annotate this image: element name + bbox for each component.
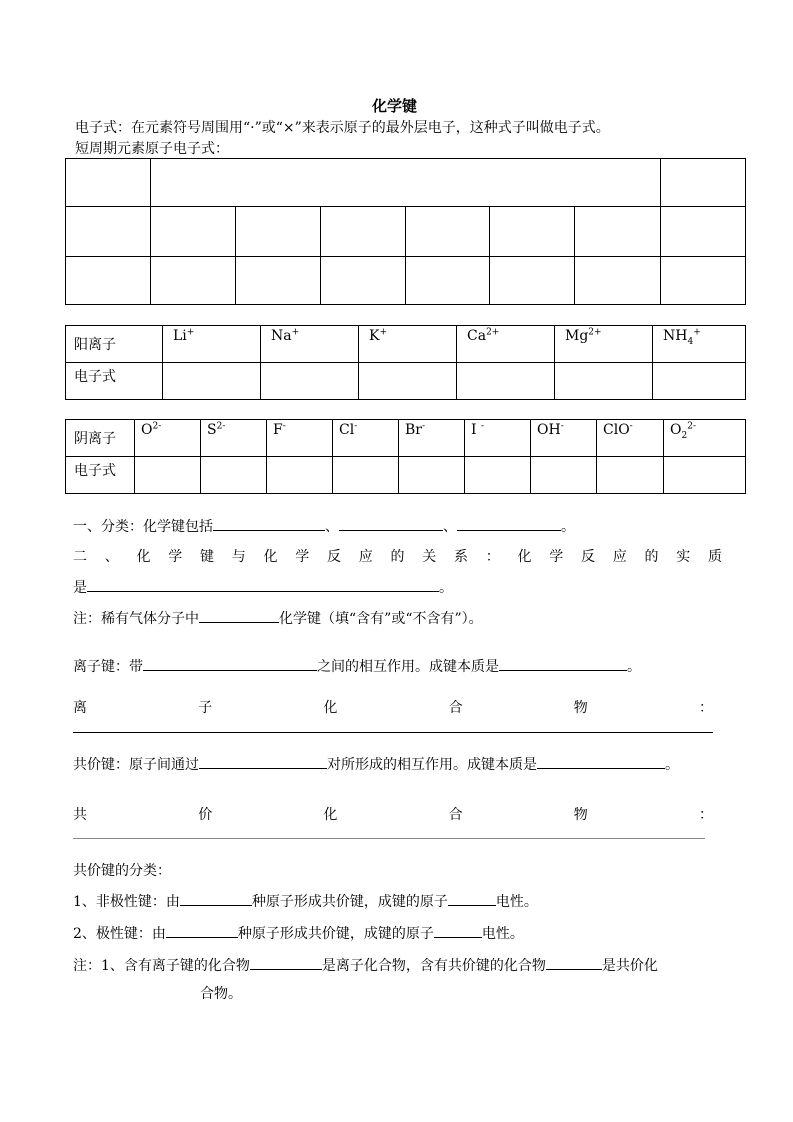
anion-s: $S^{2-}$ bbox=[201, 420, 267, 457]
fill-blank[interactable] bbox=[499, 656, 627, 671]
cation-li: Li+ bbox=[163, 326, 261, 363]
table-row bbox=[66, 159, 746, 207]
ionic-compound-line: 离 子 化 合 物 ： bbox=[73, 700, 713, 716]
fill-blank[interactable] bbox=[199, 754, 327, 769]
cation-header: 阳离子 bbox=[66, 326, 163, 363]
fill-blank[interactable] bbox=[180, 891, 252, 906]
fill-blank[interactable] bbox=[546, 955, 602, 970]
table-cell bbox=[457, 363, 555, 400]
cation-ca: $Ca^{2+}$ bbox=[457, 326, 555, 363]
table-cell bbox=[359, 363, 457, 400]
table-cell bbox=[235, 256, 320, 304]
table-cell bbox=[267, 457, 333, 494]
fill-blank[interactable] bbox=[143, 656, 317, 671]
cation-mg: $Mg^{2+}$ bbox=[555, 326, 653, 363]
page-title: 化学键 bbox=[372, 97, 418, 115]
ionic-compound-answer-line[interactable] bbox=[73, 732, 713, 733]
classification-line: 一、分类：化学键包括 、 、 。 bbox=[73, 516, 575, 536]
covalent-bond-line: 共价键：原子间通过 对所形成的相互作用。成键本质是 。 bbox=[73, 754, 679, 774]
fill-blank[interactable] bbox=[339, 516, 443, 531]
table-cell bbox=[653, 363, 746, 400]
covalent-compound-answer-line[interactable] bbox=[73, 838, 705, 839]
cation-nh4: $NH_4^+$ bbox=[653, 326, 746, 363]
anion-cl: Cl- bbox=[333, 420, 399, 457]
table-cell bbox=[135, 457, 201, 494]
table-row bbox=[66, 207, 746, 256]
anion-o: $O^{2-}$ bbox=[135, 420, 201, 457]
table-cell bbox=[150, 256, 235, 304]
table-cell bbox=[399, 457, 465, 494]
table-cell bbox=[465, 457, 531, 494]
table-row bbox=[66, 420, 746, 457]
cation-k: K+ bbox=[359, 326, 457, 363]
fill-blank[interactable] bbox=[166, 923, 238, 938]
anion-i: I - bbox=[465, 420, 531, 457]
electron-formula-definition: 电子式：在元素符号周围用“·”或“×”来表示原子的最外层电子，这种式子叫做电子式。 bbox=[75, 120, 610, 136]
anion-oh: OH- bbox=[531, 420, 597, 457]
table-cell bbox=[320, 256, 405, 304]
anion-br: Br- bbox=[399, 420, 465, 457]
compound-note-continuation: 合物。 bbox=[200, 986, 242, 1002]
short-period-label: 短周期元素原子电子式： bbox=[75, 141, 229, 157]
anion-header: 阴离子 bbox=[66, 420, 135, 457]
fill-blank[interactable] bbox=[537, 754, 665, 769]
table-cell bbox=[575, 207, 661, 256]
reaction-essence-line: 是 。 bbox=[73, 577, 453, 597]
table-cell bbox=[661, 256, 746, 304]
table-row bbox=[66, 256, 746, 304]
fill-blank[interactable] bbox=[87, 577, 439, 592]
table-cell bbox=[66, 256, 151, 304]
anion-clo: ClO- bbox=[597, 420, 664, 457]
covalent-compound-line: 共 价 化 合 物 ： bbox=[73, 807, 713, 823]
table-cell bbox=[66, 207, 151, 256]
anion-f: F- bbox=[267, 420, 333, 457]
cation-na: Na+ bbox=[261, 326, 359, 363]
compound-note-line: 注：1、含有离子键的化合物 是离子化合物，含有共价键的化合物 是共价化 bbox=[73, 955, 658, 975]
table-cell bbox=[235, 207, 320, 256]
table-cell bbox=[661, 159, 746, 207]
table-cell bbox=[405, 256, 490, 304]
table-cell bbox=[575, 256, 661, 304]
fill-blank[interactable] bbox=[213, 516, 325, 531]
fill-blank[interactable] bbox=[250, 955, 322, 970]
table-cell bbox=[320, 207, 405, 256]
table-cell bbox=[201, 457, 267, 494]
table-cell bbox=[261, 363, 359, 400]
fill-blank[interactable] bbox=[457, 516, 561, 531]
table-cell bbox=[597, 457, 664, 494]
fill-blank[interactable] bbox=[434, 923, 482, 938]
short-period-table bbox=[65, 158, 746, 305]
anion-o2: $O_2^{2-}$ bbox=[664, 420, 746, 457]
fill-blank[interactable] bbox=[199, 608, 279, 623]
table-cell bbox=[555, 363, 653, 400]
table-cell bbox=[661, 207, 746, 256]
cation-row-label: 电子式 bbox=[66, 363, 163, 400]
anion-table bbox=[65, 419, 746, 494]
fill-blank[interactable] bbox=[448, 891, 496, 906]
table-cell bbox=[490, 207, 575, 256]
table-row bbox=[66, 457, 746, 494]
table-cell bbox=[531, 457, 597, 494]
table-row bbox=[66, 363, 746, 400]
table-cell bbox=[150, 159, 660, 207]
table-cell bbox=[664, 457, 746, 494]
noble-gas-note: 注：稀有气体分子中 化学键（填“含有”或“不含有”）。 bbox=[73, 608, 483, 628]
table-cell bbox=[405, 207, 490, 256]
table-row bbox=[66, 326, 746, 363]
ionic-bond-line: 离子键：带 之间的相互作用。成键本质是 。 bbox=[73, 656, 641, 676]
reaction-relation-line: 二 、 化 学 键 与 化 学 反 应 的 关 系 ： 化 学 反 应 的 实 质 bbox=[73, 549, 722, 565]
cation-table bbox=[65, 325, 746, 400]
table-cell bbox=[150, 207, 235, 256]
table-cell bbox=[333, 457, 399, 494]
table-cell bbox=[66, 159, 151, 207]
table-cell bbox=[163, 363, 261, 400]
polar-bond-line: 2、极性键：由 种原子形成共价键，成键的原子 电性。 bbox=[73, 923, 524, 943]
anion-row-label: 电子式 bbox=[66, 457, 135, 494]
table-cell bbox=[490, 256, 575, 304]
nonpolar-bond-line: 1、非极性键：由 种原子形成共价键，成键的原子 电性。 bbox=[73, 891, 538, 911]
covalent-classes-heading: 共价键的分类： bbox=[73, 863, 171, 879]
